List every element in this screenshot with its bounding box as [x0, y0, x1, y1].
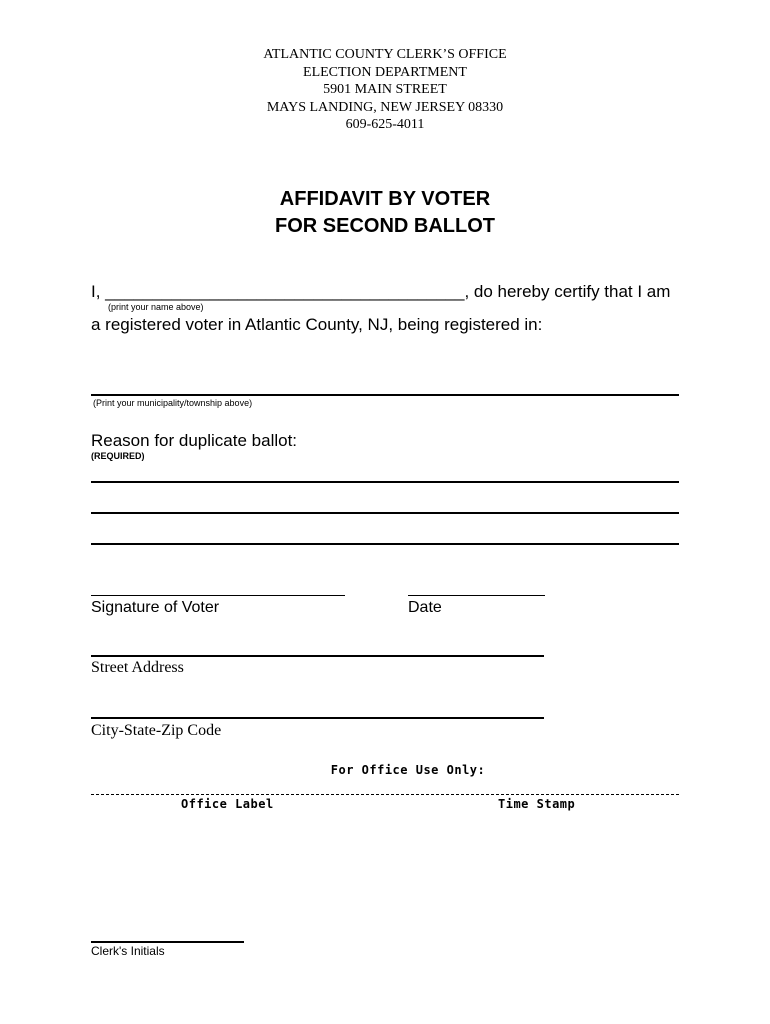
letterhead	[0, 46, 770, 134]
signature-line[interactable]	[91, 595, 345, 596]
document-title	[0, 186, 770, 240]
city-state-zip: MAYS LANDING, NEW JERSEY 08330	[266, 99, 504, 115]
phone-number: 609-625-4011	[345, 117, 425, 132]
street-address-line[interactable]	[91, 655, 544, 657]
department-name: ELECTION DEPARTMENT	[303, 64, 467, 80]
office-name: ATLANTIC COUNTY CLERK’S OFFICE	[263, 47, 507, 62]
city-state-zip-line[interactable]	[91, 717, 544, 719]
city-state-zip-label: City-State-Zip Code	[91, 722, 222, 739]
certify-statement: I, ______________________________________, do hereby certify that I am	[91, 282, 671, 301]
office-use-heading: For Office Use Only:	[330, 763, 486, 777]
municipality-line[interactable]	[91, 394, 679, 396]
registered-voter-statement: a registered voter in Atlantic County, NJ, being registered in:	[91, 315, 543, 334]
clerks-initials-line[interactable]	[91, 941, 244, 943]
reason-line-2[interactable]	[91, 512, 679, 514]
date-label: Date	[408, 599, 442, 616]
reason-line-1[interactable]	[91, 481, 679, 483]
name-hint: (print your name above)	[108, 302, 204, 312]
office-use-divider	[91, 794, 679, 795]
office-label: Office Label	[181, 797, 274, 811]
required-note: (REQUIRED)	[91, 451, 145, 461]
reason-label: Reason for duplicate ballot:	[91, 431, 298, 450]
signature-label: Signature of Voter	[91, 599, 220, 616]
street-address: 5901 MAIN STREET	[323, 82, 447, 97]
time-stamp-label: Time Stamp	[498, 797, 576, 811]
street-address-label: Street Address	[91, 659, 184, 676]
title-line-1: AFFIDAVIT BY VOTER	[279, 188, 491, 210]
clerks-initials-label: Clerk's Initials	[91, 944, 165, 958]
date-line[interactable]	[408, 595, 545, 596]
reason-line-3[interactable]	[91, 543, 679, 545]
title-line-2: FOR SECOND BALLOT	[275, 215, 495, 237]
municipality-hint: (Print your municipality/township above)	[93, 398, 253, 408]
